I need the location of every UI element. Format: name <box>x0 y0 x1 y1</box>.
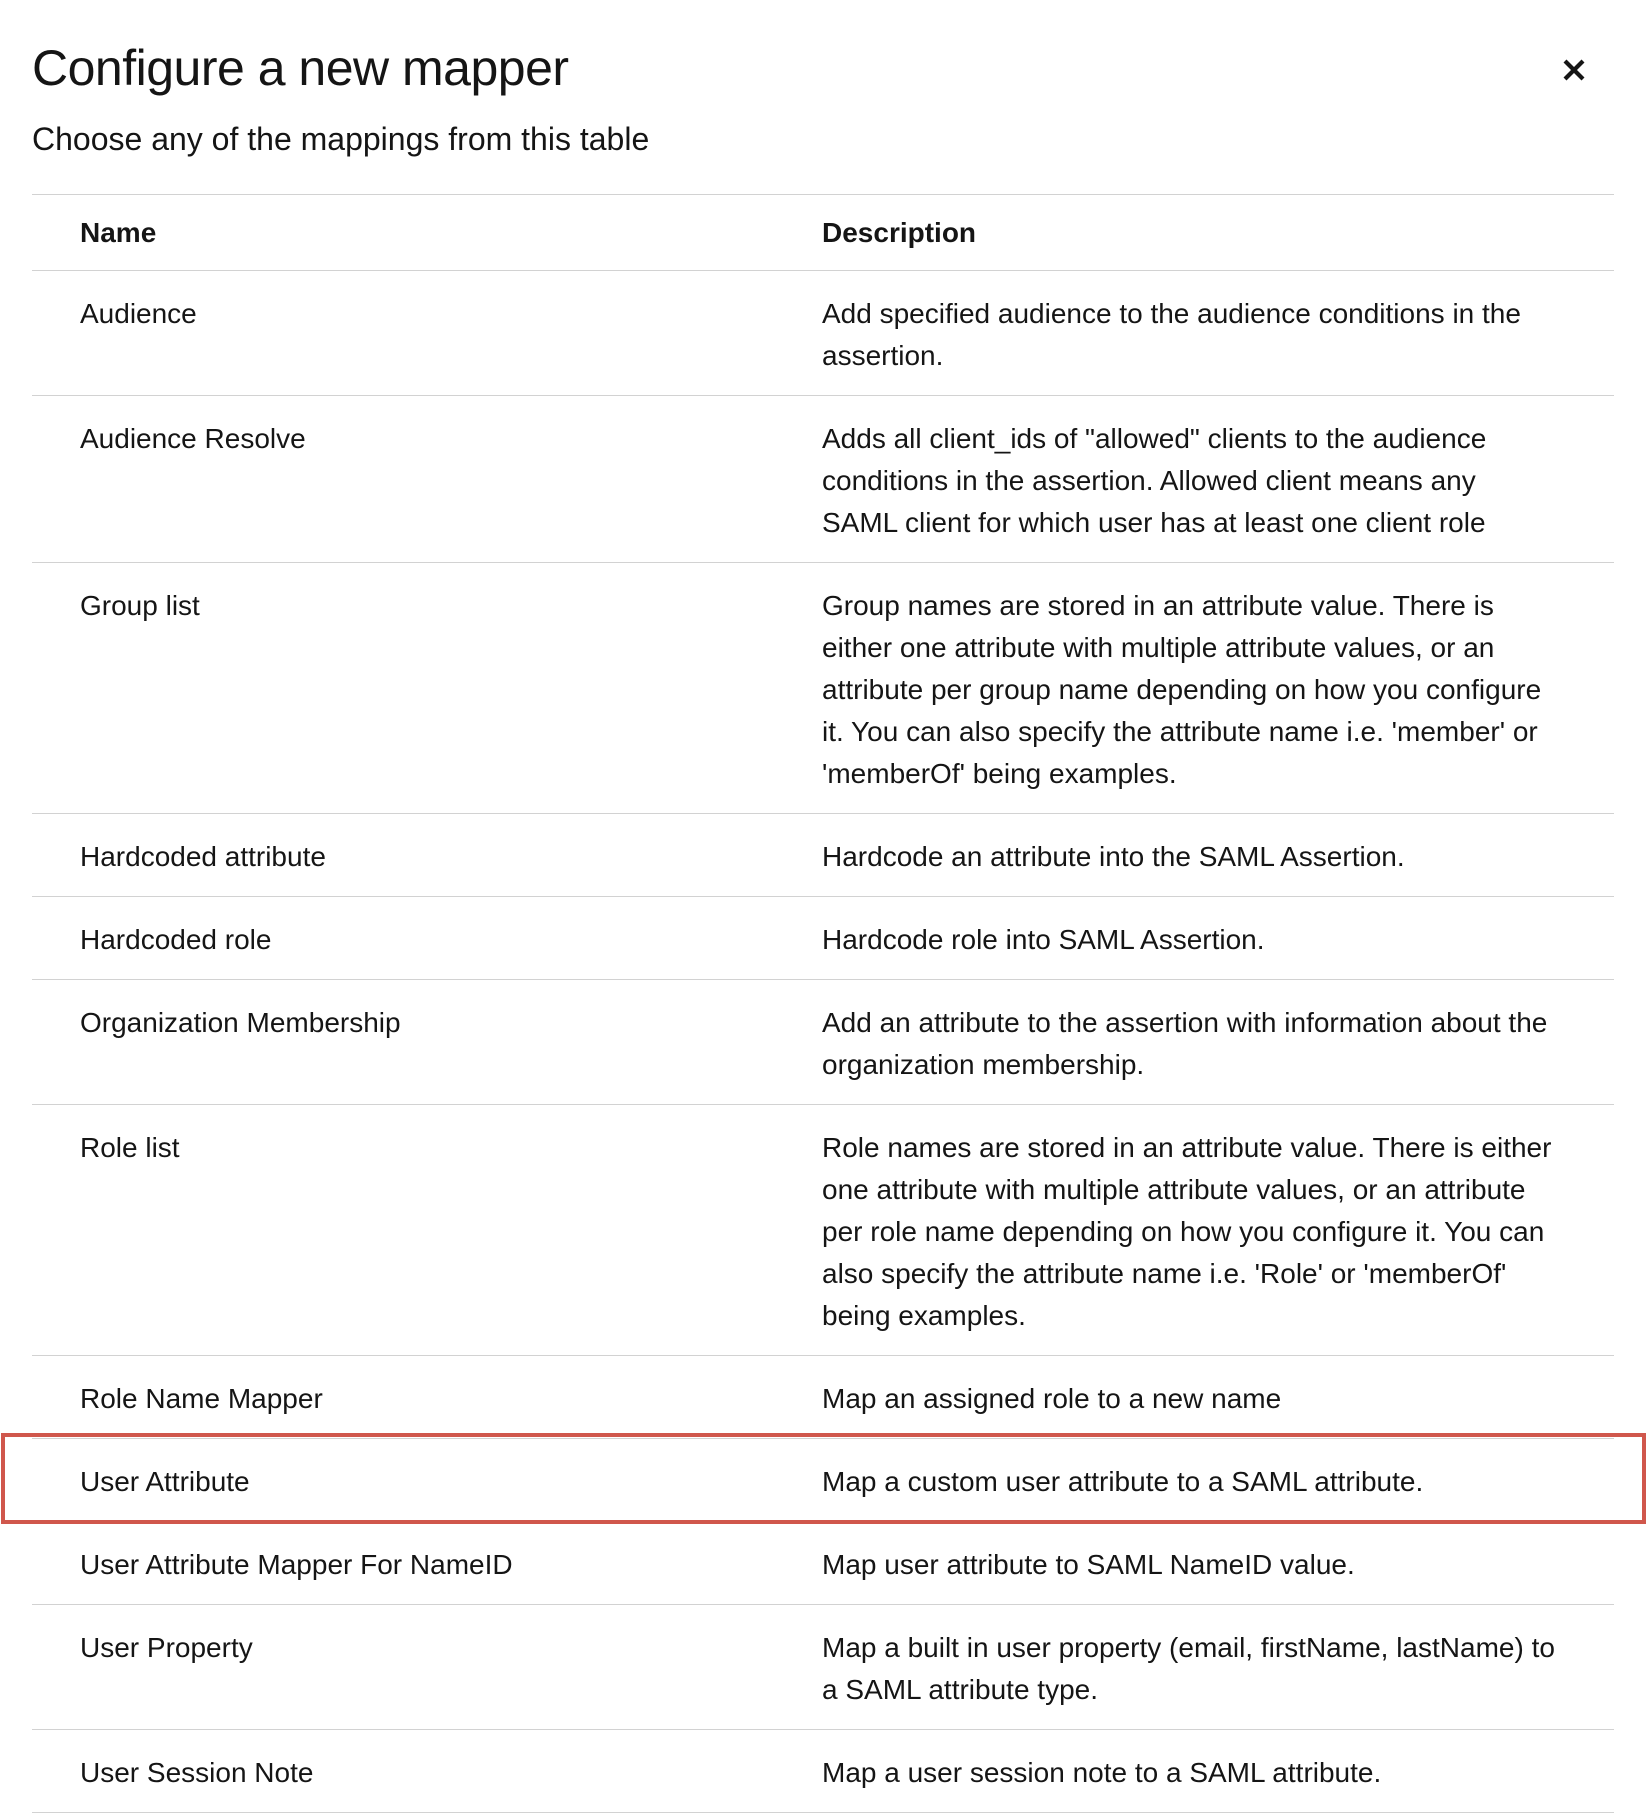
mapper-description: Map an assigned role to a new name <box>822 1383 1282 1414</box>
mapper-description: Map a user session note to a SAML attribute. <box>822 1757 1382 1788</box>
mapper-name[interactable]: User Session Note <box>80 1757 314 1788</box>
table-row-user-attribute[interactable] <box>32 1439 1614 1522</box>
table-row-audience-resolve[interactable] <box>32 396 1614 563</box>
table-row-user-session-note[interactable] <box>32 1730 1614 1813</box>
table-row-hardcoded-attribute[interactable] <box>32 814 1614 897</box>
mapper-name[interactable]: User Attribute Mapper For NameID <box>80 1549 513 1580</box>
table-row-hardcoded-role[interactable] <box>32 897 1614 980</box>
mapper-name[interactable]: User Property <box>80 1632 253 1663</box>
table-row-user-property[interactable] <box>32 1605 1614 1730</box>
column-header-description: Description <box>822 216 977 248</box>
table-header-row <box>32 195 1614 271</box>
mapper-description: Map a custom user attribute to a SAML attribute. <box>822 1466 1424 1497</box>
mapper-name[interactable]: Hardcoded attribute <box>80 841 326 872</box>
table-row-role-name-mapper[interactable] <box>32 1356 1614 1439</box>
close-icon <box>1562 58 1586 82</box>
table-row-role-list[interactable] <box>32 1105 1614 1356</box>
mapper-name[interactable]: Hardcoded role <box>80 924 272 955</box>
mapper-description: Map a built in user property (email, firstName, lastName) to a SAML attribute type. <box>822 1632 1555 1705</box>
table-row-user-attribute-mapper-for-nameid[interactable] <box>32 1522 1614 1605</box>
mapper-name[interactable]: Role list <box>80 1132 180 1163</box>
mapper-description: Adds all client_ids of "allowed" clients to the audience conditions in the assertion. Allowed client means any SAML client for which user has at least one client role <box>822 423 1487 538</box>
mapper-description: Role names are stored in an attribute value. There is either one attribute with multiple attribute values, or an attribute per role name depending on how you configure it. You can also specify the attribute name i.e. 'Role' or 'memberOf' being examples. <box>822 1132 1552 1331</box>
table-row-group-list[interactable] <box>32 563 1614 814</box>
mapper-description: Group names are stored in an attribute value. There is either one attribute with multiple attribute values, or an attribute per group name depending on how you configure it. You can also specify the attribute name i.e. 'member' or 'memberOf' being examples. <box>822 590 1542 789</box>
mapper-description: Hardcode role into SAML Assertion. <box>822 924 1265 955</box>
mapper-name[interactable]: Audience <box>80 298 197 329</box>
mapper-description: Map user attribute to SAML NameID value. <box>822 1549 1355 1580</box>
mapper-name[interactable]: User Attribute <box>80 1466 250 1497</box>
column-header-name: Name <box>80 216 157 248</box>
mapper-name[interactable]: Role Name Mapper <box>80 1383 323 1414</box>
mapper-name[interactable]: Group list <box>80 590 200 621</box>
mappings-table <box>32 194 1614 1813</box>
modal-subtitle: Choose any of the mappings from this table <box>32 121 650 157</box>
mapper-description: Add an attribute to the assertion with information about the organization membership. <box>822 1007 1548 1080</box>
table-row-audience[interactable] <box>32 271 1614 396</box>
close-button[interactable] <box>1554 50 1594 90</box>
mapper-description: Add specified audience to the audience conditions in the assertion. <box>822 298 1521 371</box>
mapper-name[interactable]: Audience Resolve <box>80 423 306 454</box>
mapper-description: Hardcode an attribute into the SAML Assertion. <box>822 841 1405 872</box>
modal-title: Configure a new mapper <box>32 40 569 96</box>
mapper-name[interactable]: Organization Membership <box>80 1007 401 1038</box>
table-row-organization-membership[interactable] <box>32 980 1614 1105</box>
